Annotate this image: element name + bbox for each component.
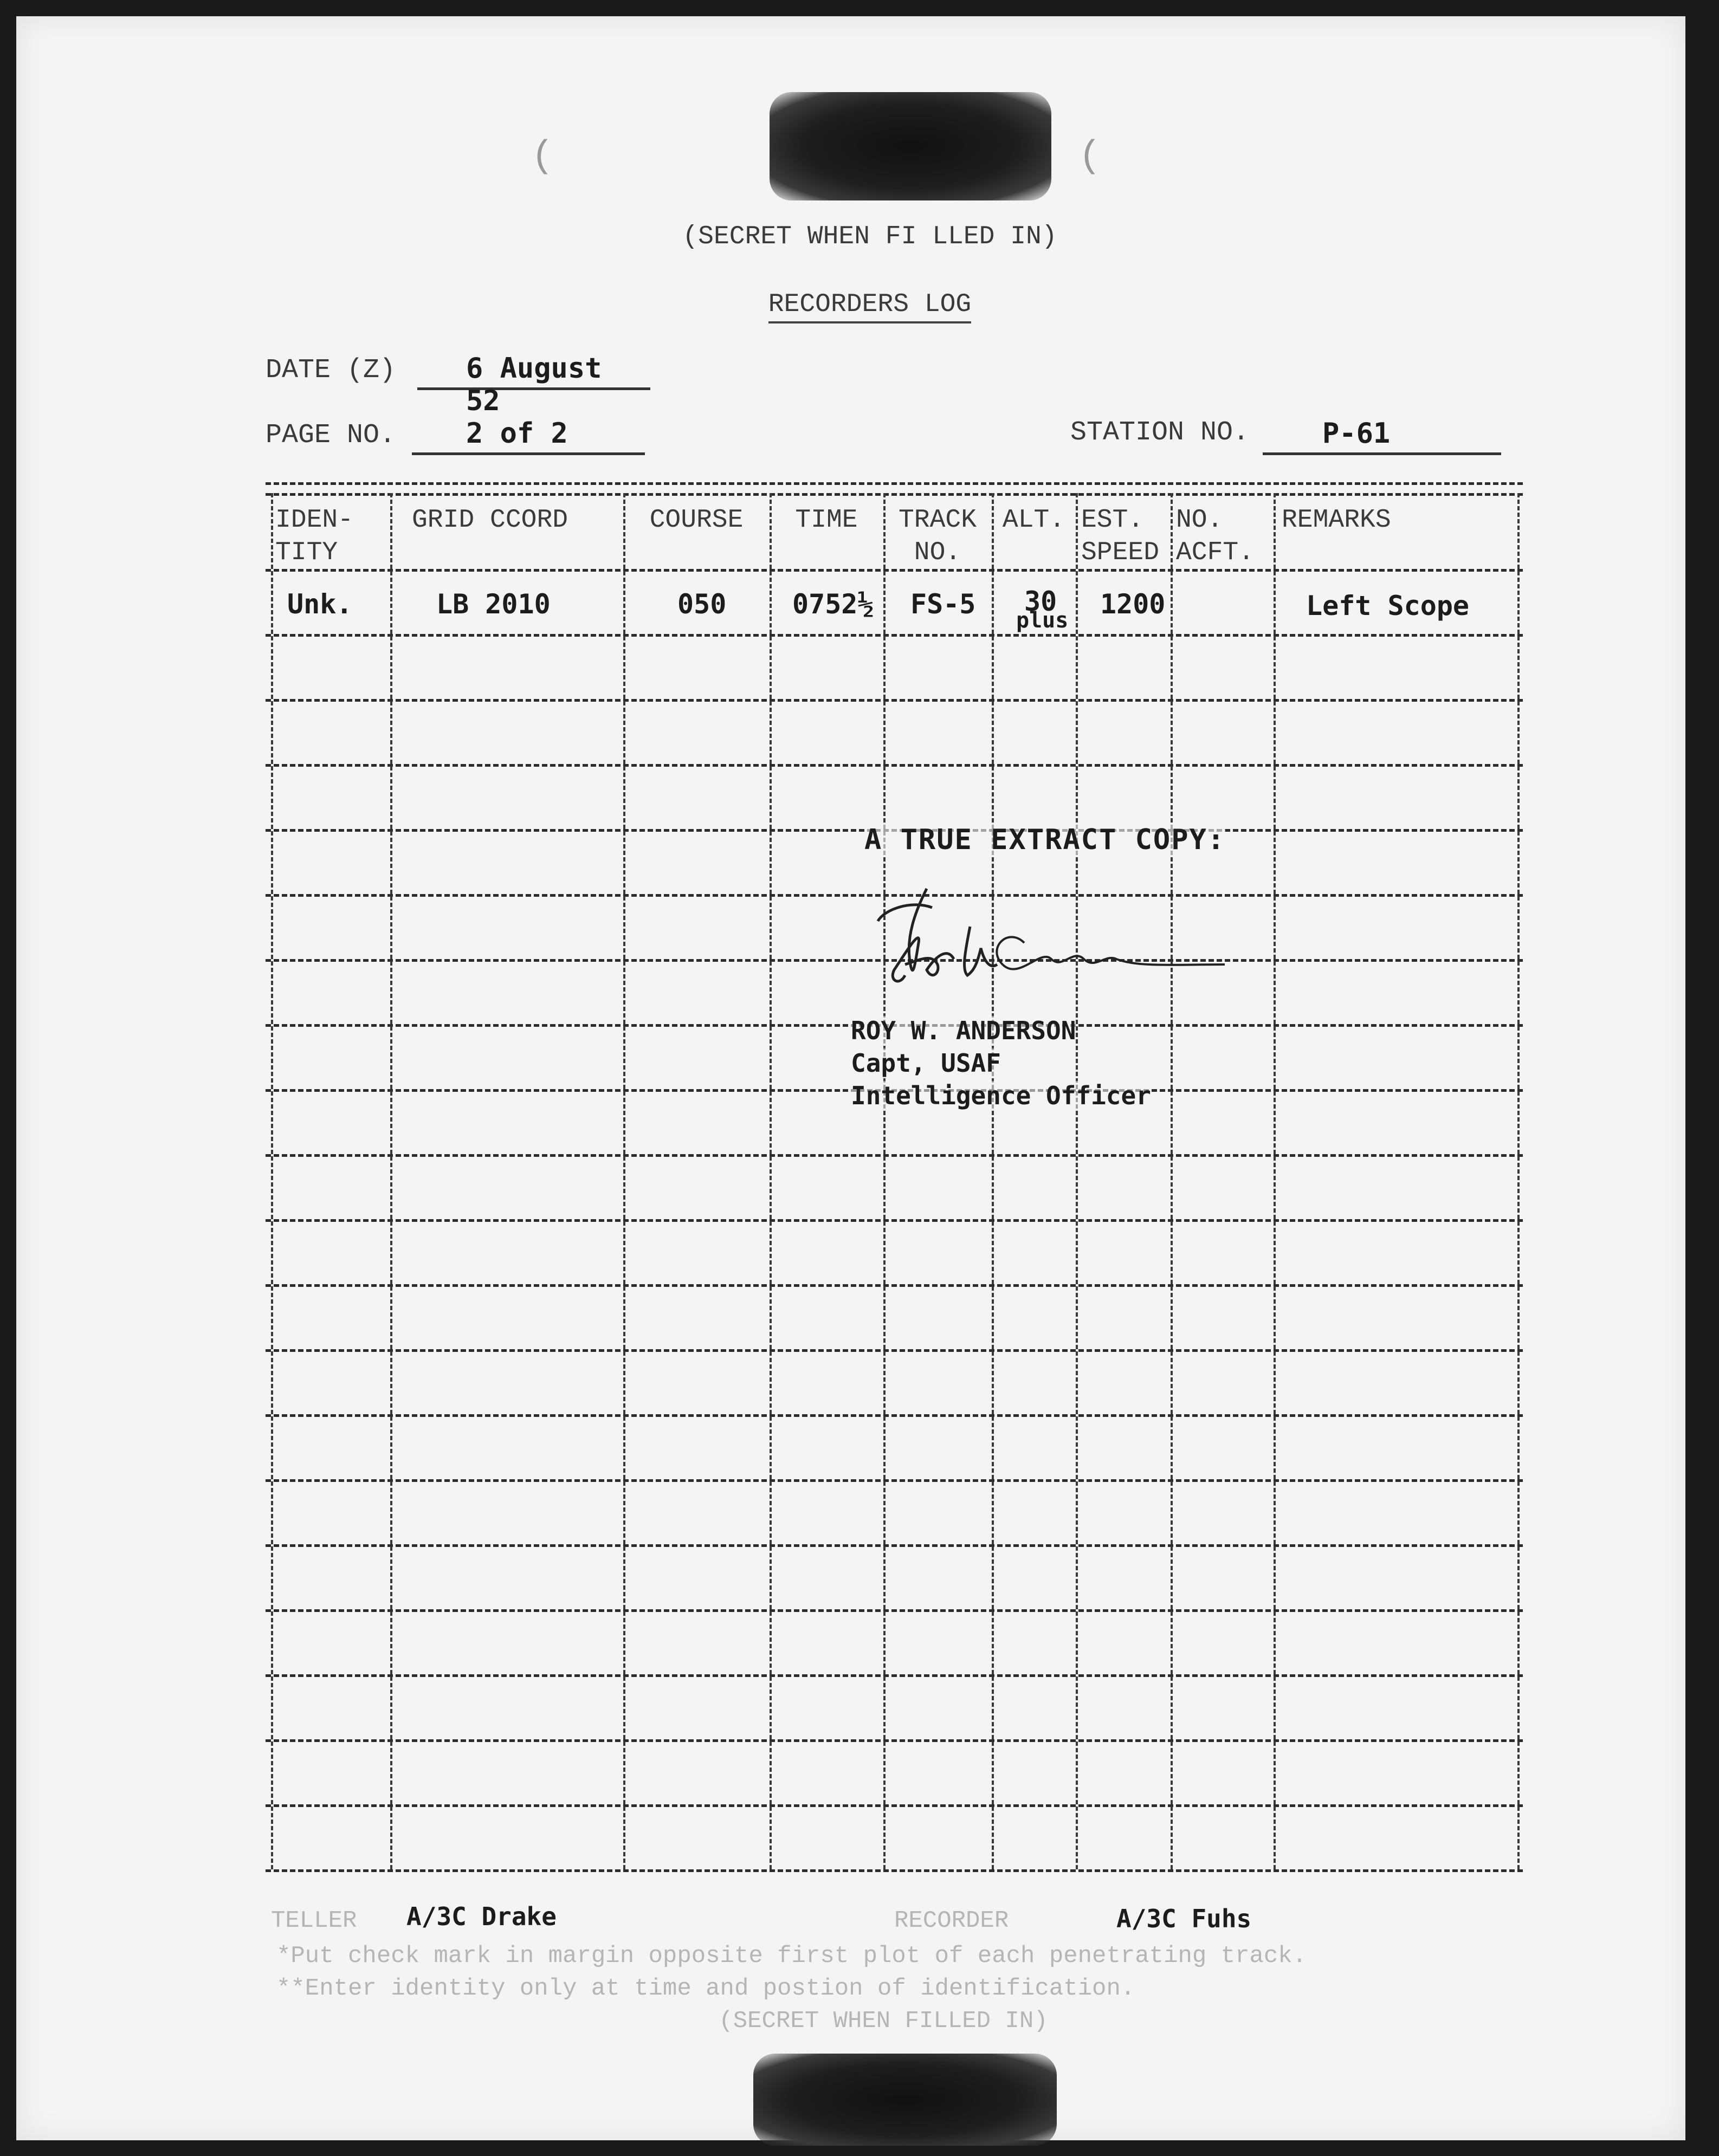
redaction-mark-top	[770, 92, 1051, 200]
table-rule	[266, 493, 1523, 496]
certifier-rank: Capt, USAF	[851, 1048, 1001, 1078]
table-rule	[266, 1414, 1523, 1417]
column-header-line: NO.	[1176, 506, 1223, 535]
redaction-mark-bottom	[753, 2054, 1057, 2146]
column-header-identity	[275, 504, 386, 569]
cell-grid-coord: LB 2010	[436, 588, 551, 620]
column-header-line: SPEED	[1081, 538, 1160, 567]
paren-mark: (	[1078, 135, 1102, 178]
table-rule	[266, 699, 1523, 702]
table-column-rule	[271, 493, 273, 1869]
recorder-value: A/3C Fuhs	[1116, 1904, 1252, 1933]
column-header-line: ALT.	[1002, 506, 1065, 535]
table-rule	[266, 569, 1523, 572]
cell-course: 050	[677, 588, 727, 620]
cell-alt-suffix: plus	[1016, 608, 1069, 633]
handwritten-signature	[845, 878, 1236, 1019]
column-header-line: REMARKS	[1282, 506, 1391, 535]
table-rule	[266, 1674, 1523, 1677]
cell-remarks: Left Scope	[1306, 590, 1470, 621]
column-header-line: NO.	[914, 538, 961, 567]
page-value: 2 of 2	[466, 417, 568, 450]
table-column-rule	[992, 493, 994, 1869]
table-column-rule	[770, 493, 772, 1869]
station-value: P-61	[1322, 417, 1391, 450]
date-value: 6 August 52	[466, 352, 602, 417]
column-header-grid-coord	[412, 504, 618, 536]
table-column-rule	[623, 493, 625, 1869]
column-header-line: TITY	[275, 538, 338, 567]
table-column-rule	[1274, 493, 1276, 1869]
footnote-identity: **Enter identity only at time and postion of identification.	[276, 1975, 1135, 2002]
column-header-course	[626, 504, 767, 536]
cell-track-no: FS-5	[910, 588, 976, 620]
table-column-rule	[1076, 493, 1078, 1869]
recorder-label: RECORDER	[894, 1907, 1009, 1934]
classification-bottom: (SECRET WHEN FILLED IN)	[719, 2008, 1048, 2035]
cell-alt: 30	[1024, 586, 1057, 617]
column-header-est-speed	[1081, 504, 1171, 569]
table-rule	[266, 1739, 1523, 1742]
form-title-text: RECORDERS LOG	[768, 290, 971, 323]
station-field	[1263, 415, 1501, 455]
form-title	[694, 290, 1046, 319]
table-rule	[266, 634, 1523, 637]
table-rule	[266, 1544, 1523, 1547]
table-rule	[266, 1284, 1523, 1287]
page-label: PAGE NO.	[266, 420, 396, 451]
column-header-line: ACFT.	[1176, 538, 1255, 567]
table-column-rule	[1517, 493, 1520, 1869]
table-rule	[266, 1609, 1523, 1612]
footnote-check-mark: *Put check mark in margin opposite first plot of each penetrating track.	[276, 1943, 1307, 1970]
column-header-track-no	[886, 504, 989, 569]
table-rule	[266, 1154, 1523, 1157]
table-rule	[266, 1804, 1523, 1807]
teller-label: TELLER	[271, 1907, 357, 1934]
certifier-title: Intelligence Officer	[851, 1081, 1151, 1110]
certification-stamp: A TRUE EXTRACT COPY:	[864, 824, 1226, 856]
column-header-line: COURSE	[649, 506, 744, 535]
cell-identity: Unk.	[287, 588, 353, 620]
column-header-line: GRID CCORD	[412, 506, 568, 535]
column-header-time	[772, 504, 881, 536]
column-header-alt	[994, 504, 1073, 536]
column-header-line: IDEN-	[275, 506, 354, 535]
column-header-line: TRACK	[898, 506, 977, 535]
station-label: STATION NO.	[1070, 417, 1250, 448]
column-header-remarks	[1282, 504, 1515, 536]
table-rule	[266, 1349, 1523, 1352]
table-rule	[266, 1219, 1523, 1222]
date-label: DATE (Z)	[266, 355, 396, 386]
column-header-line: TIME	[795, 506, 858, 535]
table-rule	[266, 764, 1523, 767]
table-rule	[266, 482, 1523, 485]
table-column-rule	[883, 493, 886, 1869]
column-header-line: EST.	[1081, 506, 1144, 535]
document-page	[16, 16, 1685, 2140]
table-column-rule	[1171, 493, 1173, 1869]
table-column-rule	[390, 493, 392, 1869]
classification-top: (SECRET WHEN FI LLED IN)	[682, 222, 1057, 251]
page-field	[412, 415, 645, 455]
date-field	[417, 349, 650, 417]
column-header-no-acft	[1176, 504, 1271, 569]
cell-est-speed: 1200	[1100, 588, 1166, 620]
certifier-name: ROY W. ANDERSON	[851, 1016, 1076, 1045]
table-rule	[266, 1869, 1523, 1872]
paren-mark: (	[531, 135, 554, 178]
teller-value: A/3C Drake	[406, 1902, 557, 1931]
cell-time: 0752½	[792, 588, 874, 620]
table-rule	[266, 1479, 1523, 1482]
